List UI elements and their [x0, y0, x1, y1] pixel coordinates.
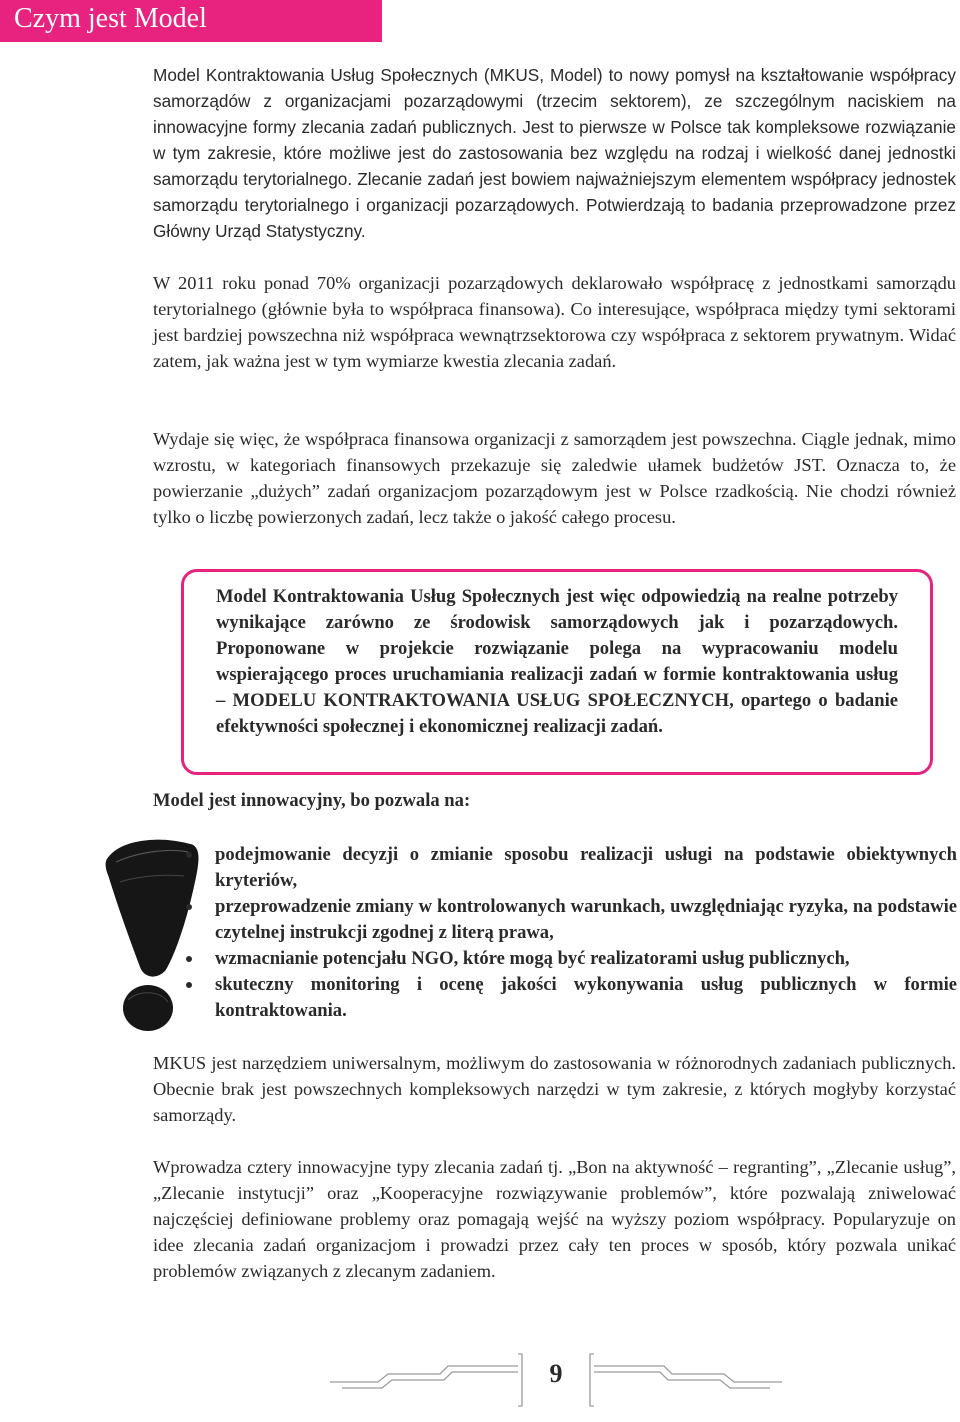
- list-item: [184, 894, 957, 946]
- list-item-text: przeprowadzenie zmiany w kontrolowanych warunkach, uwzględniając ryzyka, na podstawie czytelnej instrukcji zgodnej z literą prawa,: [215, 896, 957, 943]
- list-item: [184, 946, 957, 972]
- page-number: 9: [549, 1359, 563, 1388]
- intro-paragraph: Model Kontraktowania Usług Społecznych (MKUS, Model) to nowy pomysł na kształtowanie współpracy samorządów z organizacjami pozarządowymi (trzecim sektorem), ze szczególnym naciskiem na innowacyjne formy zlecania zadań publicznych. Jest to pierwsze w Polsce tak kompleksowe rozwiązanie w tym zakresie, które możliwe jest do zastosowania bez względu na rodzaj i wielkość danej jednostki samorządu terytorialnego. Zlecanie zadań jest bowiem najważniejszym elementem współpracy jednostek samorządu terytorialnego i organizacji pozarządowych. Potwierdzają to badania przeprowadzone przez Główny Urząd Statystyczny.: [153, 65, 956, 241]
- bullet-icon: [186, 852, 192, 858]
- callout-text: Model Kontraktowania Usług Społecznych jest więc odpowiedzią na realne potrzeby wynikające zarówno ze środowisk samorządowych jak i pozarządowych. Proponowane w projekcie rozwiązanie polega na wypracowaniu modelu wspierającego proces uruchamiania realizacji zadań w formie kontraktowania usług – MODELU KONTRAKTOWANIA USŁUG SPOŁECZNYCH, opartego o badanie efektywności społecznej i ekonomicznej realizacji zadań.: [216, 586, 898, 737]
- list-item: [184, 842, 957, 894]
- bullet-icon: [186, 956, 192, 962]
- innovation-types-paragraph: Wprowadza cztery innowacyjne typy zlecania zadań tj. „Bon na aktywność – regranting”, „Zlecanie usług”, „Zlecanie instytucji” oraz „Kooperacyjne rozwiązywanie problemów”, które pozwalają zniwelować najczęściej definiowane problemy oraz pomagają wejść na wyższy poziom współpracy. Popularyzuje on idee zlecania zadań organizacjom i prowadzi przez cały ten proces w sposób, który pozwala unikać problemów związanych z zlecanym zadaniem.: [153, 1157, 956, 1281]
- list-item-text: skuteczny monitoring i ocenę jakości wykonywania usług publicznych w formie kontraktowania.: [215, 974, 957, 1021]
- section-title: Czym jest Model: [14, 3, 207, 34]
- section-header-bar: [0, 0, 382, 42]
- list-item: [184, 972, 957, 1024]
- list-item-text: wzmacnianie potencjału NGO, które mogą być realizatorami usług publicznych,: [215, 948, 850, 969]
- list-item-text: podejmowanie decyzji o zmianie sposobu realizacji usługi na podstawie obiektywnych kryteriów,: [215, 844, 957, 891]
- bullet-icon: [186, 982, 192, 988]
- innovation-list: [184, 842, 957, 1024]
- bullet-icon: [186, 904, 192, 910]
- statistics-paragraph: W 2011 roku ponad 70% organizacji pozarządowych deklarowało współpracę z jednostkami samorządu terytorialnego (głównie była to współpraca finansowa). Co interesujące, współpraca między tymi sektorami jest bardziej powszechna niż współpraca wewnątrzsektorowa czy współpraca z sektorem prywatnym. Widać zatem, jak ważna jest w tym wymiarze kwestia zlecania zadań.: [153, 273, 956, 371]
- financial-cooperation-paragraph: Wydaje się więc, że współpraca finansowa organizacji z samorządem jest powszechna. Ciągle jednak, mimo wzrostu, w kategoriach finansowych przekazuje się zaledwie ułamek budżetów JST. Oznacza to, że powierzanie „dużych” zadań organizacjom pozarządowym jest w Polsce rzadkością. Nie chodzi również tylko o liczbę powierzonych zadań, lecz także o jakość całego procesu.: [153, 429, 956, 527]
- callout-box: [181, 569, 933, 775]
- innovation-heading: Model jest innowacyjny, bo pozwala na:: [153, 790, 471, 811]
- mkus-universal-paragraph: MKUS jest narzędziem uniwersalnym, możliwym do zastosowania w różnorodnych zadaniach publicznych. Obecnie brak jest powszechnych kompleksowych narzędzi w tym zakresie, z których mogłyby korzystać samorządy.: [153, 1053, 956, 1125]
